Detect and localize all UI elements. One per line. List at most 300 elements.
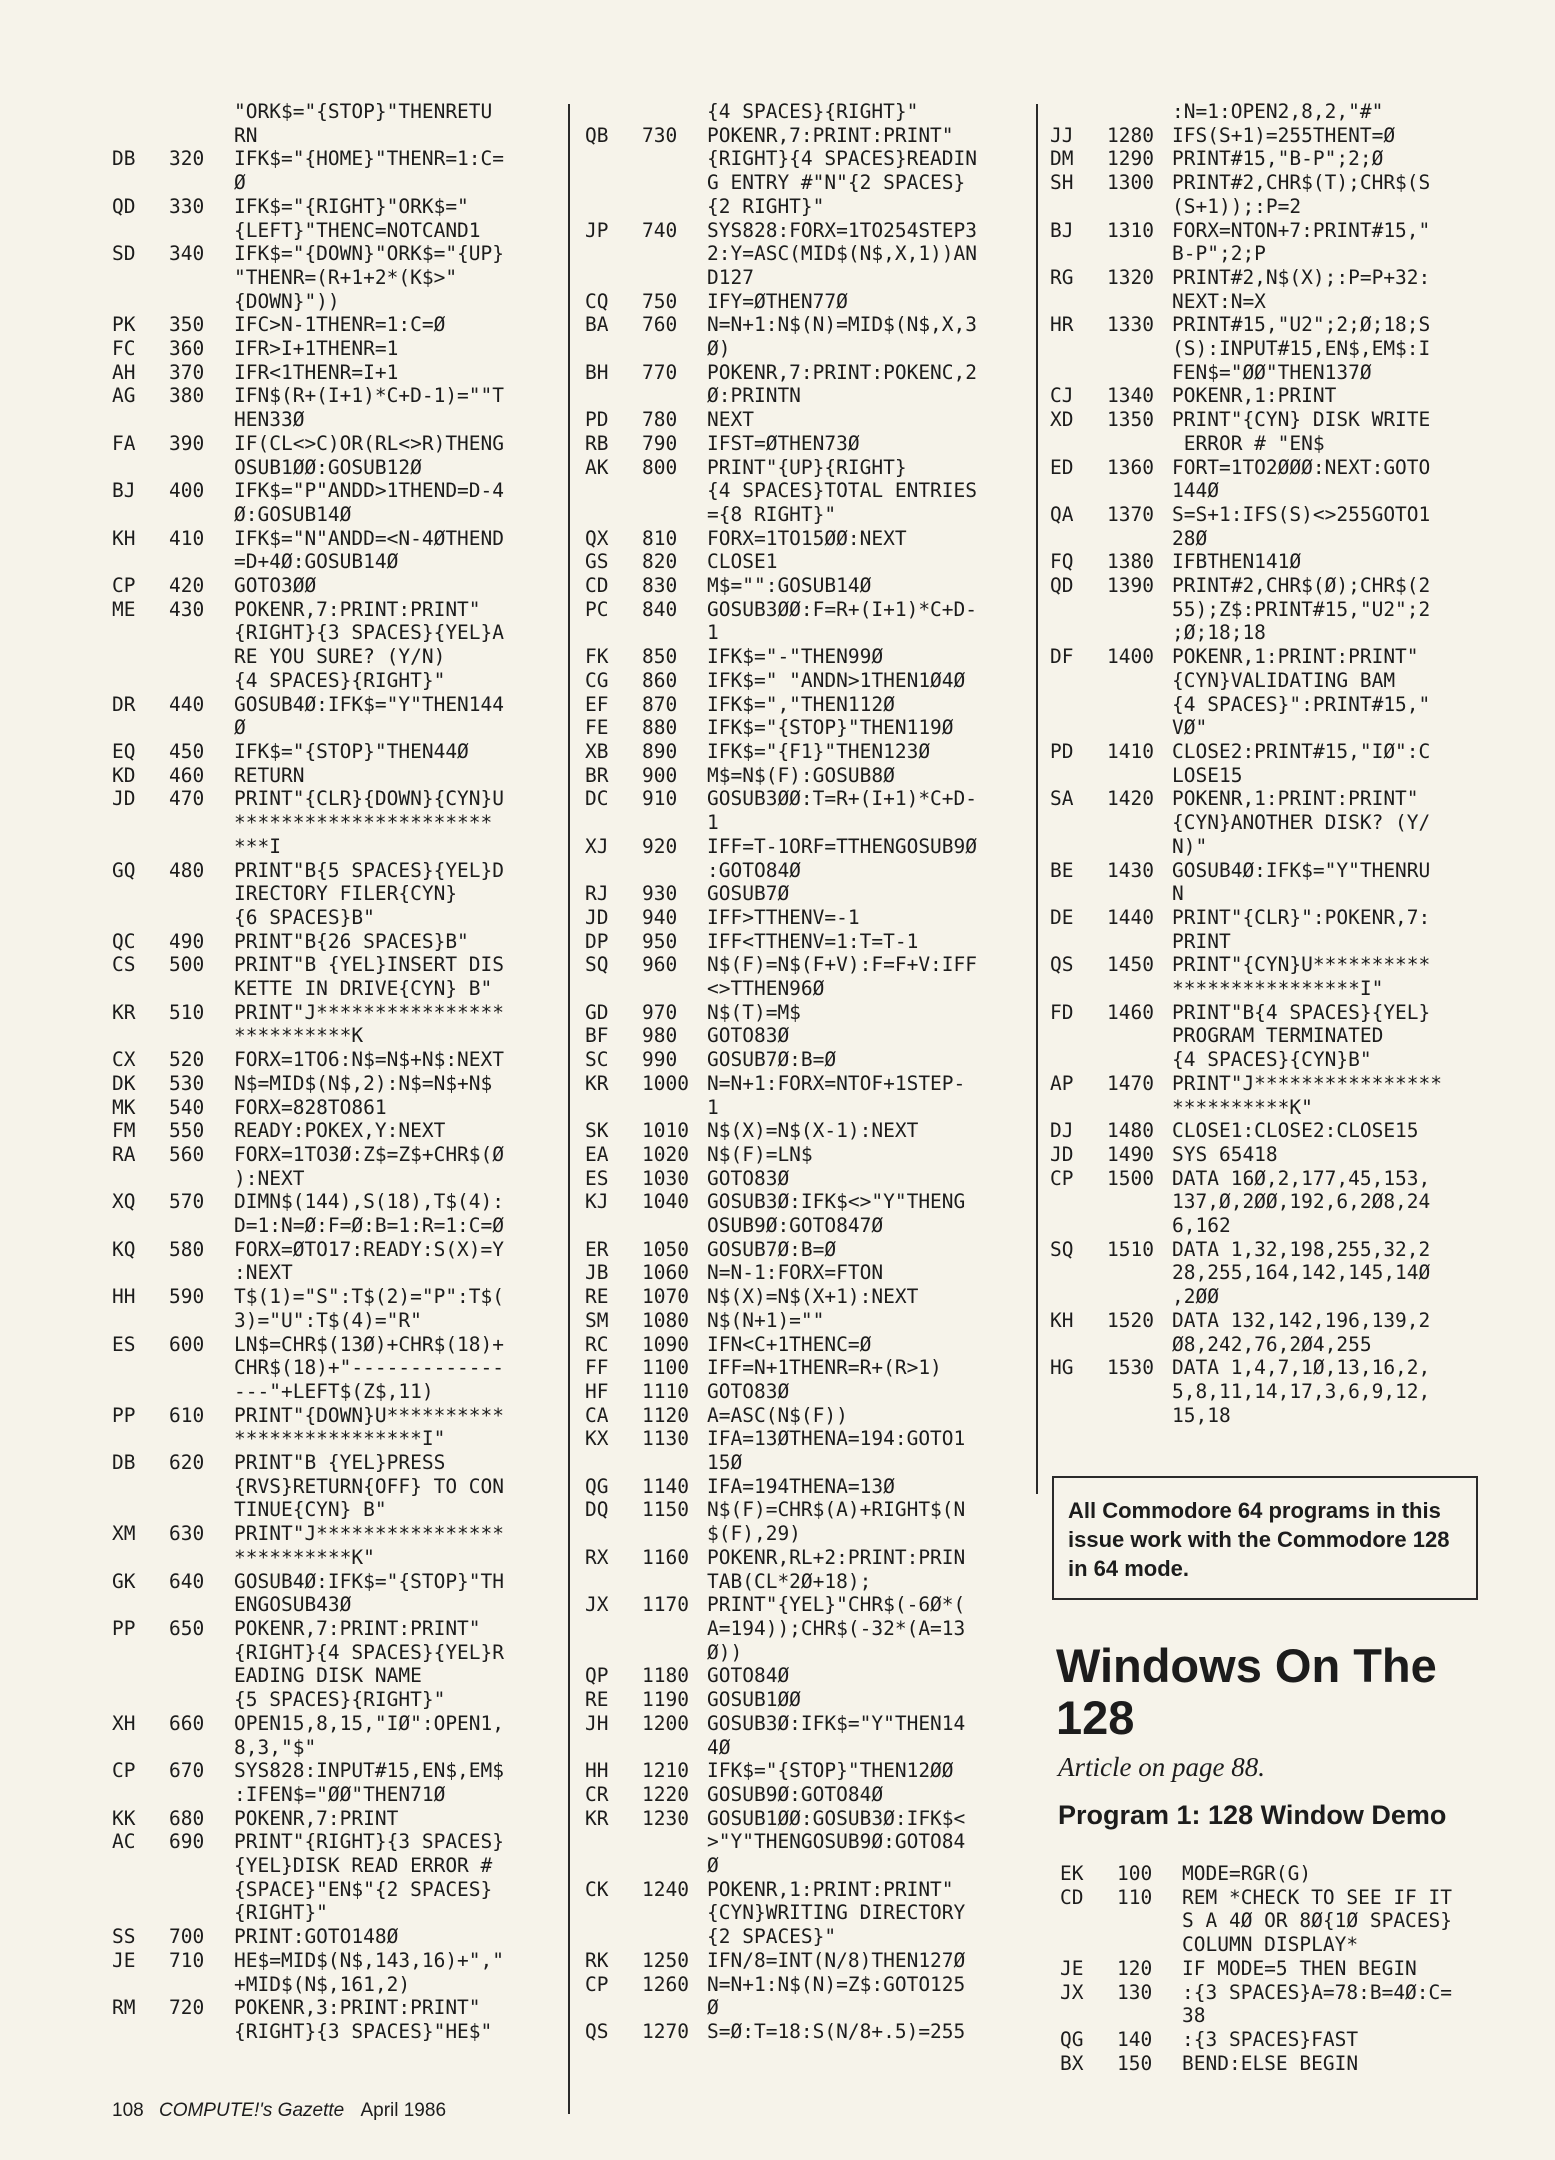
- code-line: [112, 1759, 550, 1783]
- code-line: [112, 1593, 550, 1617]
- code-line: [585, 906, 1023, 930]
- code-text: ={8 RIGHT}": [707, 502, 837, 526]
- line-number: [642, 1522, 707, 1546]
- checksum: XH: [112, 1711, 136, 1735]
- code-line: [585, 1451, 1023, 1475]
- code-text: CLOSE2:PRINT#15,"IØ":C: [1172, 739, 1431, 763]
- line-number: 1230: [642, 1806, 689, 1830]
- line-number: [169, 621, 234, 645]
- code-line: [112, 977, 550, 1001]
- checksum: KQ: [112, 1237, 136, 1261]
- line-number: [1107, 1024, 1172, 1048]
- code-line: [112, 456, 550, 480]
- code-line: [1060, 1909, 1500, 1933]
- line-number: 1170: [642, 1593, 689, 1617]
- line-number: 150: [1117, 2051, 1153, 2075]
- line-number: [1107, 1380, 1172, 1404]
- code-line: [1050, 1072, 1490, 1096]
- code-text: RETURN: [234, 763, 305, 787]
- checksum: FM: [112, 1119, 136, 1143]
- checksum: [112, 1878, 169, 1902]
- checksum: JH: [585, 1711, 609, 1735]
- line-number: 1390: [1107, 574, 1154, 598]
- code-line: [1050, 1404, 1490, 1428]
- checksum: DB: [112, 1451, 136, 1475]
- checksum: SC: [585, 1048, 609, 1072]
- code-line: [585, 1759, 1023, 1783]
- code-text: {4 SPACES}":PRINT#15,": [1172, 692, 1431, 716]
- line-number: 1530: [1107, 1356, 1154, 1380]
- code-line: [112, 906, 550, 930]
- line-number: 580: [169, 1237, 205, 1261]
- code-line: [1050, 1096, 1490, 1120]
- code-text: N=N+1:N$(N)=MID$(N$,X,3: [707, 313, 978, 337]
- code-line: [1050, 337, 1490, 361]
- column-divider: [1036, 104, 1038, 1494]
- checksum: [1050, 432, 1107, 456]
- line-number: 960: [642, 953, 678, 977]
- code-text: FORX=1TO3Ø:Z$=Z$+CHR$(Ø: [234, 1142, 505, 1166]
- checksum: JB: [585, 1261, 609, 1285]
- checksum: RE: [585, 1688, 609, 1712]
- code-line: [112, 1783, 550, 1807]
- checksum: AH: [112, 360, 136, 384]
- checksum: QP: [585, 1664, 609, 1688]
- code-text: ****************I": [1172, 977, 1384, 1001]
- line-number: [169, 1641, 234, 1665]
- line-number: 1090: [642, 1332, 689, 1356]
- code-text: GOSUB7Ø:B=Ø: [707, 1237, 837, 1261]
- checksum: DF: [1050, 645, 1074, 669]
- checksum: [112, 408, 169, 432]
- checksum: [112, 1214, 169, 1238]
- code-line: [585, 740, 1023, 764]
- checksum: GS: [585, 550, 609, 574]
- code-text: IFK$="{RIGHT}"ORK$=": [234, 194, 469, 218]
- line-number: 1360: [1107, 455, 1154, 479]
- line-number: 1440: [1107, 905, 1154, 929]
- line-number: [169, 1736, 234, 1760]
- checksum: [1050, 977, 1107, 1001]
- checksum: DC: [585, 787, 609, 811]
- line-number: 760: [642, 313, 678, 337]
- code-line: [112, 1949, 550, 1973]
- code-text: 144Ø: [1172, 479, 1219, 503]
- line-number: [1107, 479, 1172, 503]
- line-number: 1510: [1107, 1237, 1154, 1261]
- line-number: 1040: [642, 1190, 689, 1214]
- checksum: CP: [1050, 1166, 1074, 1190]
- code-line: [585, 882, 1023, 906]
- code-line: [1050, 598, 1490, 622]
- line-number: 630: [169, 1522, 205, 1546]
- code-line: [585, 1664, 1023, 1688]
- code-line: [585, 219, 1023, 243]
- line-number: 120: [1117, 1956, 1153, 1980]
- checksum: CP: [112, 1759, 136, 1783]
- code-text: SYS828:INPUT#15,EN$,EM$: [234, 1759, 505, 1783]
- line-number: [169, 1783, 234, 1807]
- code-text: "THENR=(R+1+2*(K$>": [234, 265, 458, 289]
- code-text: :N=1:OPEN2,8,2,"#": [1172, 100, 1384, 123]
- checksum: CD: [1060, 1885, 1084, 1909]
- line-number: 1220: [642, 1782, 689, 1806]
- line-number: 1180: [642, 1664, 689, 1688]
- checksum: [585, 384, 642, 408]
- checksum: [1050, 1285, 1107, 1309]
- checksum: SQ: [1050, 1237, 1074, 1261]
- checksum: KR: [585, 1071, 609, 1095]
- code-text: N$(F)=N$(F+V):F=F+V:IFF: [707, 953, 978, 977]
- code-line: [112, 882, 550, 906]
- code-text: :{3 SPACES}FAST: [1182, 2027, 1359, 2051]
- code-text: TAB(CL*2Ø+18);: [707, 1569, 872, 1593]
- checksum: [585, 147, 642, 171]
- line-number: [642, 503, 707, 527]
- code-line: [1050, 1119, 1490, 1143]
- checksum: CK: [585, 1877, 609, 1901]
- checksum: [112, 645, 169, 669]
- code-text: DATA 132,142,196,139,2: [1172, 1308, 1431, 1332]
- line-number: [169, 1261, 234, 1285]
- checksum: CP: [585, 1972, 609, 1996]
- code-text: 38: [1182, 2004, 1206, 2028]
- code-text: OSUB1ØØ:GOSUB12Ø: [234, 455, 422, 479]
- code-line: [585, 1617, 1023, 1641]
- line-number: 540: [169, 1095, 205, 1119]
- checksum: CD: [585, 574, 609, 598]
- line-number: 610: [169, 1403, 205, 1427]
- code-line: [585, 1309, 1023, 1333]
- checksum: ED: [1050, 455, 1074, 479]
- code-line: [112, 1167, 550, 1191]
- checksum: JE: [1060, 1956, 1084, 1980]
- code-line: [585, 1783, 1023, 1807]
- line-number: 1080: [642, 1308, 689, 1332]
- code-line: [585, 1096, 1023, 1120]
- checksum: XQ: [112, 1190, 136, 1214]
- checksum: KR: [585, 1806, 609, 1830]
- code-line: [1050, 906, 1490, 930]
- line-number: 1350: [1107, 408, 1154, 432]
- line-number: [1107, 290, 1172, 314]
- checksum: FC: [112, 337, 136, 361]
- code-line: [585, 1214, 1023, 1238]
- code-line: [112, 1830, 550, 1854]
- line-number: 550: [169, 1119, 205, 1143]
- checksum: DK: [112, 1071, 136, 1095]
- code-text: IFK$=" "ANDN>1THEN1Ø4Ø: [707, 668, 966, 692]
- checksum: [1050, 1096, 1107, 1120]
- code-text: BEND:ELSE BEGIN: [1182, 2051, 1359, 2075]
- code-text: POKENR,7:PRINT:PRINT": [234, 597, 481, 621]
- code-text: IFK$="{STOP}"THEN12ØØ: [707, 1759, 954, 1783]
- line-number: [1107, 621, 1172, 645]
- line-number: 830: [642, 574, 678, 598]
- line-number: [1107, 1190, 1172, 1214]
- code-line: [1060, 1981, 1500, 2005]
- listing-column-4: [1060, 1862, 1500, 2075]
- line-number: [169, 1688, 234, 1712]
- checksum: [112, 1736, 169, 1760]
- code-text: IF(CL<>C)OR(RL<>R)THENG: [234, 431, 505, 455]
- code-text: **********K": [234, 1545, 375, 1569]
- line-number: [169, 1878, 234, 1902]
- line-number: 750: [642, 289, 678, 313]
- code-text: 1: [707, 811, 719, 835]
- code-line: [112, 1356, 550, 1380]
- code-text: PRINT"J****************: [1172, 1071, 1443, 1095]
- code-text: DATA 1,4,7,1Ø,13,16,2,: [1172, 1356, 1431, 1380]
- line-number: 1490: [1107, 1142, 1154, 1166]
- code-line: [1050, 787, 1490, 811]
- line-number: 820: [642, 550, 678, 574]
- code-line: [1050, 456, 1490, 480]
- line-number: [1107, 716, 1172, 740]
- line-number: [169, 1475, 234, 1499]
- line-number: [169, 290, 234, 314]
- code-line: [112, 242, 550, 266]
- code-line: [1050, 290, 1490, 314]
- code-text: >"Y"THENGOSUB9Ø:GOTO84: [707, 1830, 966, 1854]
- code-line: [112, 527, 550, 551]
- code-line: [112, 764, 550, 788]
- code-text: **********K: [234, 1024, 364, 1048]
- code-text: Ø: [707, 1996, 719, 2020]
- checksum: [1050, 882, 1107, 906]
- checksum: [585, 171, 642, 195]
- code-text: VØ": [1172, 716, 1208, 740]
- code-text: GOSUB3Ø:IFK$<>"Y"THENG: [707, 1190, 966, 1214]
- checksum: [1050, 195, 1107, 219]
- line-number: [169, 835, 234, 859]
- code-text: CLOSE1:CLOSE2:CLOSE15: [1172, 1119, 1419, 1143]
- line-number: [169, 124, 234, 148]
- checksum: [1050, 716, 1107, 740]
- line-number: [169, 716, 234, 740]
- line-number: 320: [169, 147, 205, 171]
- code-line: [585, 1285, 1023, 1309]
- code-line: [585, 1356, 1023, 1380]
- code-text: N$(F)=LN$: [707, 1142, 813, 1166]
- line-number: [169, 906, 234, 930]
- checksum: FQ: [1050, 550, 1074, 574]
- checksum: GD: [585, 1000, 609, 1024]
- listing-column-3: [1050, 100, 1490, 1427]
- line-number: [169, 645, 234, 669]
- code-text: IFK$="{STOP}"THEN119Ø: [707, 716, 954, 740]
- line-number: [1107, 1285, 1172, 1309]
- code-line: [1050, 266, 1490, 290]
- code-text: GOSUB4Ø:IFK$="Y"THEN144: [234, 692, 505, 716]
- code-line: [1050, 124, 1490, 148]
- checksum: [1050, 598, 1107, 622]
- checksum: [585, 242, 642, 266]
- line-number: 980: [642, 1024, 678, 1048]
- code-line: [585, 1167, 1023, 1191]
- checksum: ME: [112, 597, 136, 621]
- checksum: [112, 1427, 169, 1451]
- code-line: [112, 432, 550, 456]
- checksum: FF: [585, 1356, 609, 1380]
- checksum: QD: [112, 194, 136, 218]
- line-number: 950: [642, 929, 678, 953]
- code-line: [1050, 953, 1490, 977]
- code-text: N=N+1:N$(N)=Z$:GOTO125: [707, 1972, 966, 1996]
- line-number: 640: [169, 1569, 205, 1593]
- line-number: [169, 1380, 234, 1404]
- code-line: [112, 408, 550, 432]
- code-text: {4 SPACES}{CYN}B": [1172, 1048, 1372, 1072]
- code-text: D127: [707, 265, 754, 289]
- line-number: 1520: [1107, 1308, 1154, 1332]
- checksum: [112, 124, 169, 148]
- line-number: 520: [169, 1048, 205, 1072]
- code-text: ,2ØØ: [1172, 1285, 1219, 1309]
- code-line: [112, 1688, 550, 1712]
- line-number: 380: [169, 384, 205, 408]
- code-text: IFK$="-"THEN99Ø: [707, 645, 884, 669]
- line-number: 810: [642, 526, 678, 550]
- code-text: 15,18: [1172, 1403, 1231, 1427]
- code-text: 8,3,"$": [234, 1735, 317, 1759]
- code-line: [112, 290, 550, 314]
- code-text: PRINT"B{5 SPACES}{YEL}D: [234, 858, 505, 882]
- code-line: [112, 1925, 550, 1949]
- code-line: [585, 1072, 1023, 1096]
- checksum: [112, 1024, 169, 1048]
- article-reference: Article on page 88.: [1058, 1752, 1265, 1782]
- code-text: DIMN$(144),S(18),T$(4):: [234, 1190, 505, 1214]
- checksum: CP: [112, 574, 136, 598]
- code-text: IFY=ØTHEN77Ø: [707, 289, 848, 313]
- code-text: {RIGHT}{4 SPACES}READIN: [707, 147, 978, 171]
- line-number: [642, 1641, 707, 1665]
- code-text: GOSUB3Ø:IFK$="Y"THEN14: [707, 1711, 966, 1735]
- checksum: XB: [585, 739, 609, 763]
- code-line: [585, 811, 1023, 835]
- checksum: [1050, 527, 1107, 551]
- checksum: HH: [585, 1759, 609, 1783]
- code-text: {6 SPACES}B": [234, 905, 375, 929]
- code-text: IFN$(R+(I+1)*C+D-1)=""T: [234, 384, 505, 408]
- line-number: [642, 1830, 707, 1854]
- code-line: [1050, 1333, 1490, 1357]
- code-text: Ø): [707, 337, 731, 361]
- code-text: 4Ø: [707, 1735, 731, 1759]
- line-number: 570: [169, 1190, 205, 1214]
- checksum: JE: [112, 1948, 136, 1972]
- checksum: [112, 219, 169, 243]
- code-line: [1050, 859, 1490, 883]
- line-number: [642, 195, 707, 219]
- code-line: [1050, 432, 1490, 456]
- line-number: [642, 1854, 707, 1878]
- checksum: [112, 1593, 169, 1617]
- line-number: 710: [169, 1948, 205, 1972]
- checksum: KH: [112, 526, 136, 550]
- code-text: IFA=194THENA=13Ø: [707, 1474, 895, 1498]
- issue-date: April 1986: [360, 2100, 447, 2121]
- code-text: IFN<C+1THENC=Ø: [707, 1332, 872, 1356]
- code-line: [112, 266, 550, 290]
- code-text: IFF=T-1ORF=TTHENGOSUB9Ø: [707, 834, 978, 858]
- line-number: [642, 1096, 707, 1120]
- line-number: 1310: [1107, 218, 1154, 242]
- code-line: [112, 1143, 550, 1167]
- code-text: 55);Z$:PRINT#15,"U2";2: [1172, 597, 1431, 621]
- line-number: [642, 1570, 707, 1594]
- code-text: GOSUB3ØØ:F=R+(I+1)*C+D-: [707, 597, 978, 621]
- code-line: [112, 574, 550, 598]
- code-text: Ø:GOSUB14Ø: [234, 502, 352, 526]
- checksum: [1050, 1380, 1107, 1404]
- code-text: N$(T)=M$: [707, 1000, 801, 1024]
- code-line: [585, 171, 1023, 195]
- code-line: [585, 2020, 1023, 2044]
- code-line: [585, 1427, 1023, 1451]
- code-line: [585, 1901, 1023, 1925]
- checksum: [1060, 1933, 1117, 1957]
- code-text: NEXT: [707, 408, 754, 432]
- checksum: QG: [585, 1474, 609, 1498]
- line-number: [642, 242, 707, 266]
- code-text: PRINT#15,"U2";2;Ø;18;S: [1172, 313, 1431, 337]
- code-line: [112, 1475, 550, 1499]
- line-number: 1470: [1107, 1071, 1154, 1095]
- checksum: PD: [1050, 739, 1074, 763]
- line-number: [1107, 882, 1172, 906]
- line-number: [169, 100, 234, 124]
- code-text: GOSUB3ØØ:T=R+(I+1)*C+D-: [707, 787, 978, 811]
- code-text: 1: [707, 621, 719, 645]
- line-number: 680: [169, 1806, 205, 1830]
- code-line: [112, 1712, 550, 1736]
- checksum: KX: [585, 1427, 609, 1451]
- checksum: BE: [1050, 858, 1074, 882]
- line-number: [642, 147, 707, 171]
- line-number: 1400: [1107, 645, 1154, 669]
- code-text: IFK$="{STOP}"THEN44Ø: [234, 739, 469, 763]
- code-line: [585, 598, 1023, 622]
- code-text: PRINT#15,"B-P";2;Ø: [1172, 147, 1384, 171]
- checksum: DJ: [1050, 1119, 1074, 1143]
- code-text: PRINT"{CYN}U**********: [1172, 953, 1431, 977]
- code-line: [112, 1024, 550, 1048]
- code-text: {2 RIGHT}": [707, 194, 825, 218]
- checksum: [112, 1380, 169, 1404]
- checksum: HG: [1050, 1356, 1074, 1380]
- checksum: DE: [1050, 905, 1074, 929]
- checksum: JD: [112, 787, 136, 811]
- line-number: [1107, 242, 1172, 266]
- code-line: [585, 1878, 1023, 1902]
- line-number: 1270: [642, 2019, 689, 2043]
- code-text: **********************: [234, 811, 493, 835]
- code-text: N: [1172, 882, 1184, 906]
- code-line: [585, 479, 1023, 503]
- line-number: [642, 100, 707, 124]
- code-text: Ø: [707, 1854, 719, 1878]
- line-number: 1330: [1107, 313, 1154, 337]
- checksum: ER: [585, 1237, 609, 1261]
- code-line: [1050, 503, 1490, 527]
- code-text: Ø8,242,76,2Ø4,255: [1172, 1332, 1372, 1356]
- code-text: N$(X)=N$(X-1):NEXT: [707, 1119, 919, 1143]
- code-line: [585, 1736, 1023, 1760]
- line-number: [642, 337, 707, 361]
- checksum: CG: [585, 668, 609, 692]
